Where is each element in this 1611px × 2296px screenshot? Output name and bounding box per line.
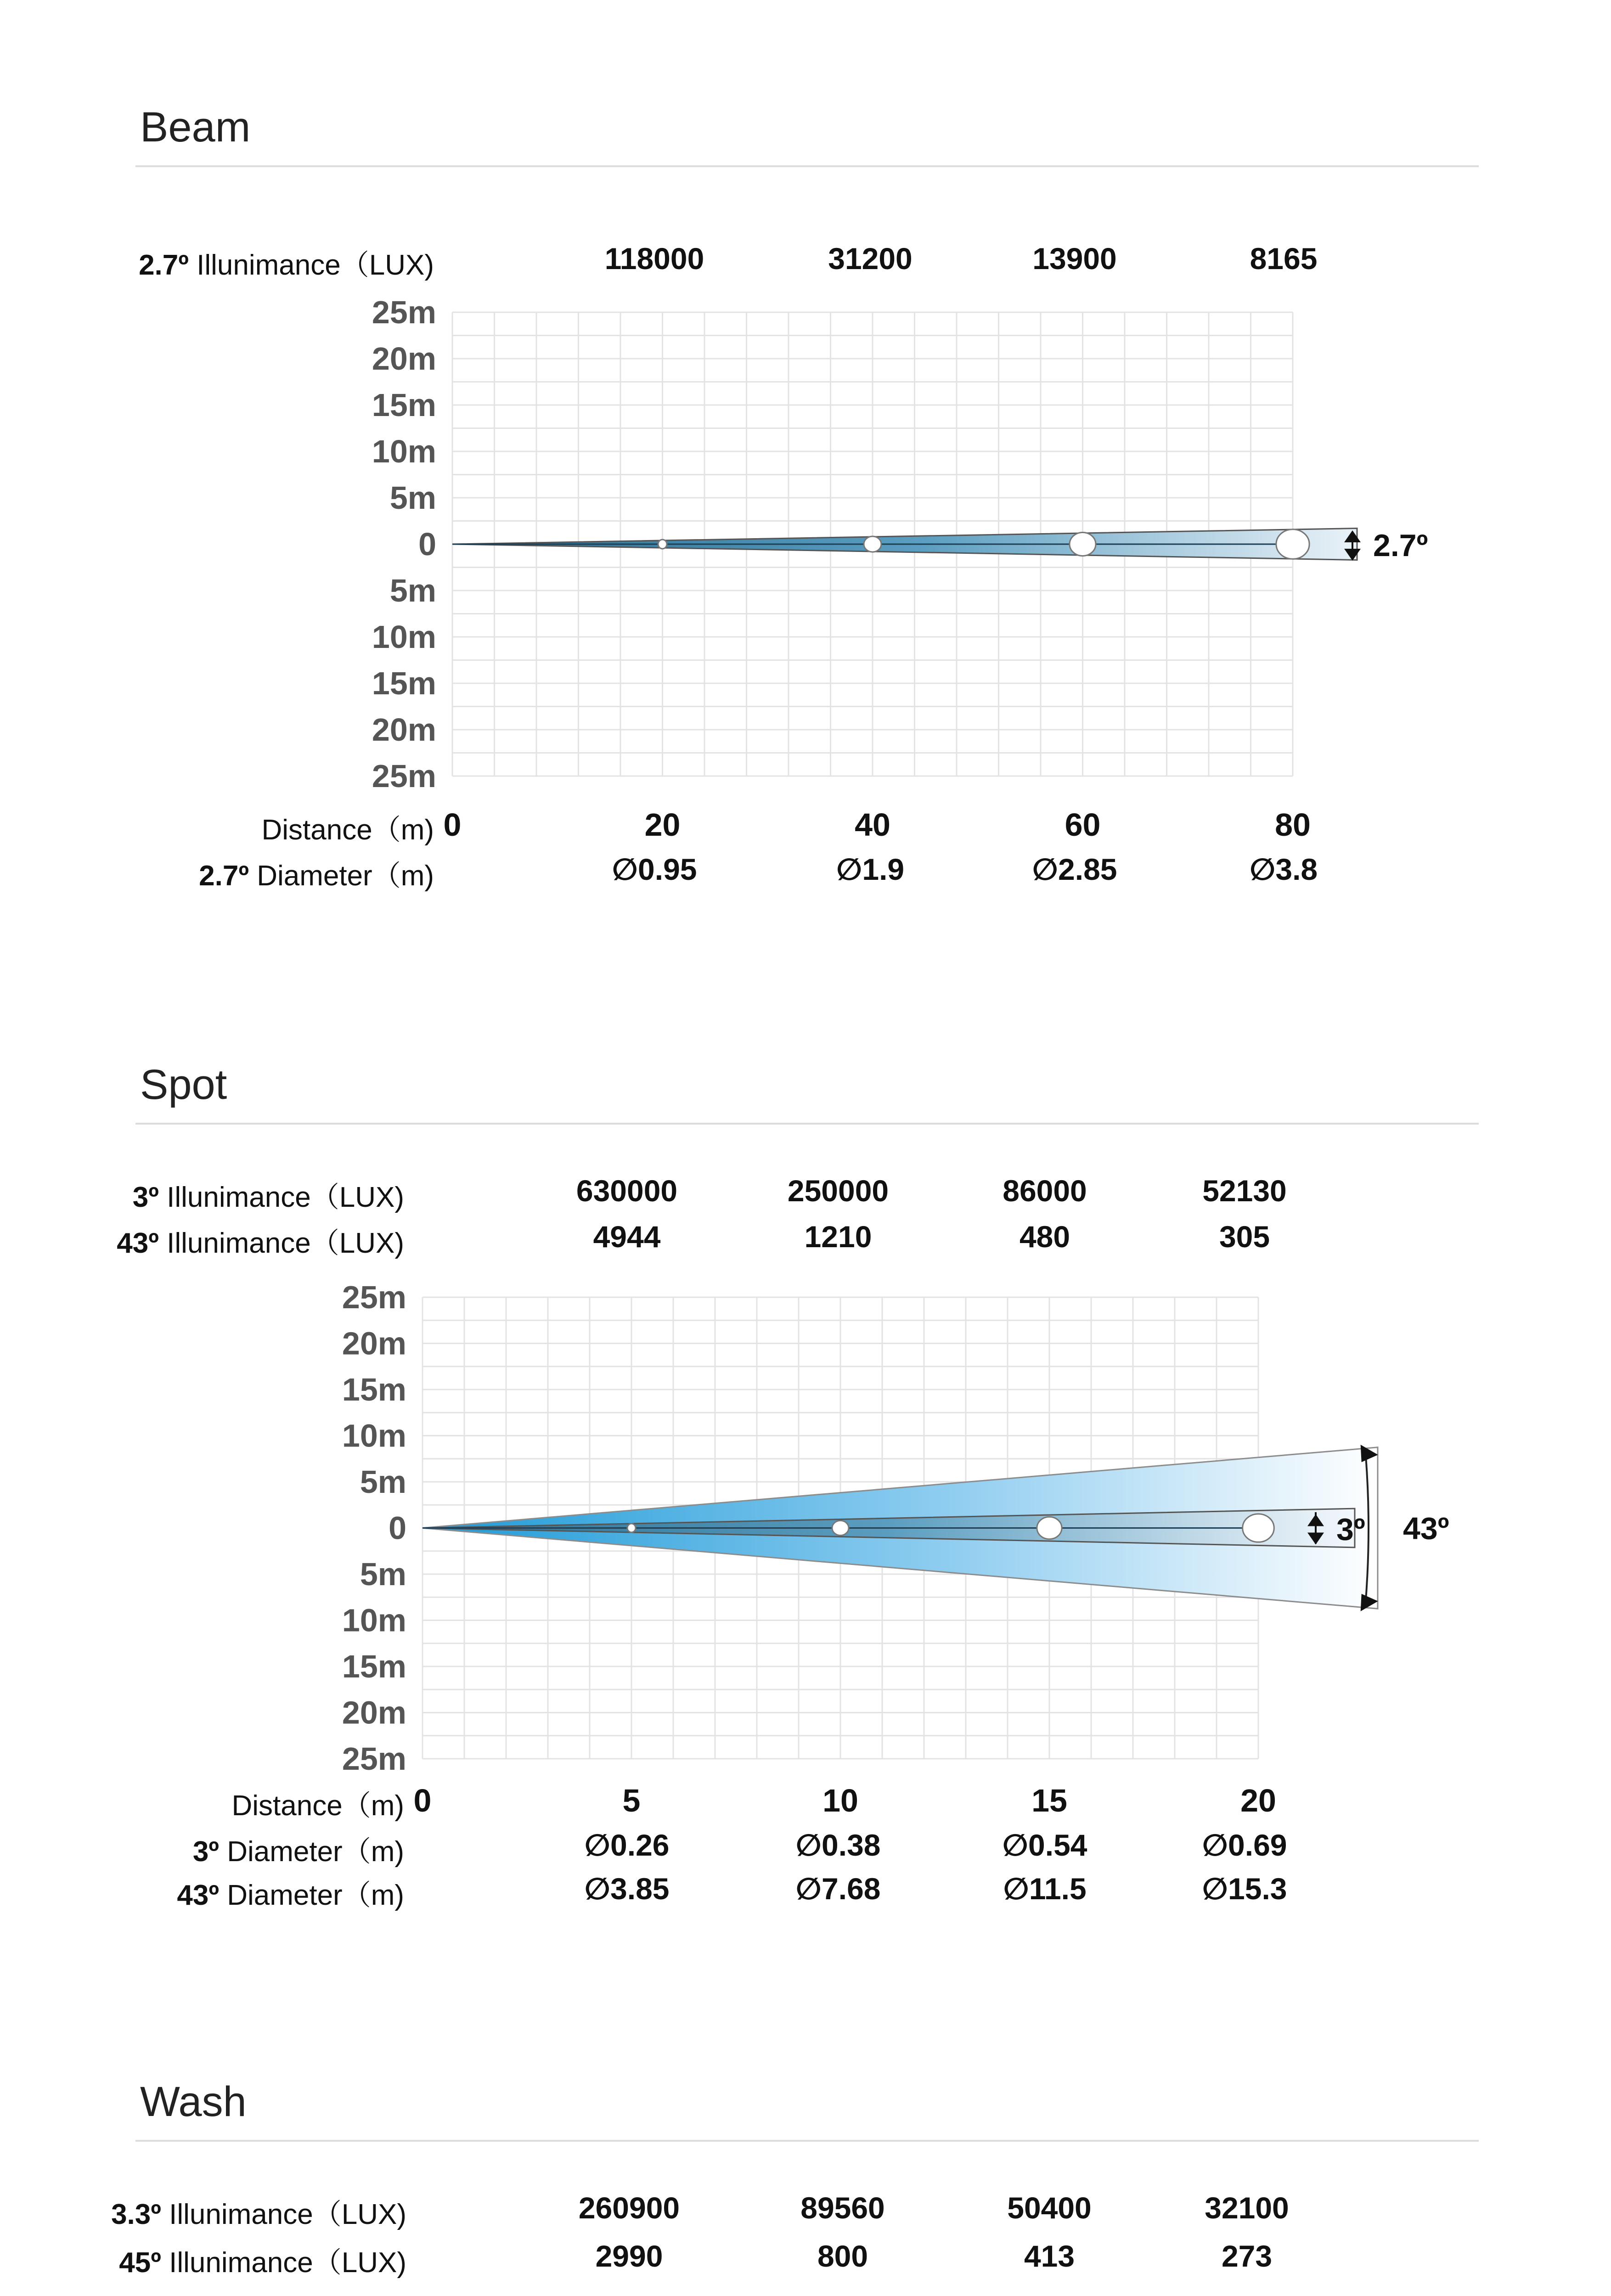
illuminance-value: 1210 [804, 1220, 872, 1254]
row-caption: Diameter（m) [219, 1836, 404, 1868]
diameter-value: ∅0.69 [1202, 1828, 1287, 1862]
y-tick-label: 15m [342, 1649, 406, 1684]
y-tick-label: 5m [360, 1464, 406, 1500]
illuminance-value: 305 [1219, 1220, 1270, 1254]
illuminance-row-label [133, 1174, 404, 1215]
y-tick-label: 20m [342, 1325, 406, 1362]
y-tick-label: 15m [342, 1372, 406, 1407]
illuminance-value: 32100 [1205, 2191, 1289, 2225]
diameter-row-label [177, 1872, 404, 1913]
illuminance-value: 800 [817, 2239, 868, 2273]
y-tick-label: 25m [342, 1279, 406, 1315]
diameter-value: ∅0.54 [1002, 1828, 1087, 1862]
y-tick-label: 25m [372, 758, 436, 794]
illuminance-value: 260900 [578, 2191, 680, 2225]
angle-label: 3.3º [111, 2199, 161, 2230]
diameter-value: ∅0.95 [612, 852, 697, 886]
row-caption: Illunimance（LUX) [158, 1182, 404, 1213]
y-tick-label: 10m [372, 433, 436, 469]
illuminance-value: 52130 [1202, 1174, 1287, 1208]
diameter-value: ∅3.85 [584, 1872, 670, 1906]
angle-label: 43º [177, 1880, 219, 1911]
section-divider [135, 1123, 1479, 1125]
spot-circle [1070, 533, 1096, 556]
diameter-value: ∅0.38 [795, 1828, 881, 1862]
illuminance-value: 480 [1019, 1220, 1070, 1254]
x-tick-label: 20 [1240, 1783, 1276, 1818]
y-tick-label: 10m [342, 1418, 406, 1454]
y-tick-label: 5m [389, 480, 436, 516]
row-caption: Diameter（m) [248, 860, 434, 892]
x-tick-label: 5 [622, 1783, 641, 1818]
y-tick-label: 20m [342, 1694, 406, 1731]
angle-label: 2.7º [139, 249, 189, 281]
row-caption: Illunimance（LUX) [161, 2199, 406, 2230]
angle-label: 2.7º [199, 860, 249, 892]
spot-circle [864, 536, 881, 552]
row-caption: Illunimance（LUX) [188, 249, 434, 281]
x-tick-label: 40 [855, 807, 890, 843]
diameter-value: ∅11.5 [1003, 1872, 1087, 1906]
spot-circle [1037, 1517, 1062, 1539]
spot-circle [1276, 529, 1309, 559]
beam-chart [0, 2271, 1611, 2296]
wide-angle-label: 43º [1403, 1511, 1449, 1546]
narrow-angle-label: 2.7º [1373, 528, 1428, 563]
beam-chart [0, 266, 1611, 861]
illuminance-value: 13900 [1032, 242, 1117, 276]
diameter-value: ∅3.8 [1249, 852, 1318, 886]
y-tick-label: 15m [372, 665, 436, 701]
angle-label: 3º [132, 1182, 159, 1213]
spot-circle [832, 1520, 849, 1535]
y-tick-label: 10m [372, 619, 436, 655]
y-tick-label: 25m [372, 294, 436, 330]
diameter-value: ∅7.68 [795, 1872, 881, 1906]
section-title: Wash [140, 2078, 247, 2125]
illuminance-value: 273 [1221, 2239, 1273, 2273]
spot-circle [1243, 1514, 1274, 1542]
y-tick-label: 0 [389, 1510, 406, 1546]
diameter-value: ∅2.85 [1032, 852, 1117, 886]
illuminance-value: 4944 [593, 1220, 661, 1254]
illuminance-value: 31200 [828, 242, 913, 276]
y-tick-label: 15m [372, 387, 436, 423]
illuminance-value: 413 [1024, 2239, 1075, 2273]
narrow-angle-label: 3º [1336, 1512, 1365, 1547]
y-tick-label: 25m [342, 1741, 406, 1777]
y-tick-label: 5m [389, 573, 436, 608]
x-tick-label: 0 [443, 807, 462, 843]
y-tick-label: 5m [360, 1556, 406, 1592]
illuminance-value: 89560 [800, 2191, 885, 2225]
diameter-value: ∅1.9 [836, 852, 905, 886]
y-tick-label: 0 [418, 526, 436, 562]
illuminance-row-label [111, 2191, 406, 2232]
x-tick-label: 0 [413, 1783, 432, 1818]
distance-label: Distance（m) [231, 1790, 404, 1822]
illuminance-value: 2990 [595, 2239, 663, 2273]
section-title: Spot [140, 1061, 227, 1108]
illuminance-value: 250000 [787, 1174, 889, 1208]
x-tick-label: 15 [1031, 1783, 1067, 1818]
y-tick-label: 20m [372, 341, 436, 377]
x-tick-label: 20 [644, 807, 681, 843]
section-title: Beam [140, 104, 251, 151]
illuminance-value: 118000 [604, 242, 704, 276]
beam-chart [0, 1251, 1611, 1837]
y-tick-label: 20m [372, 712, 436, 748]
row-caption: Illunimance（LUX) [158, 1227, 404, 1259]
illuminance-value: 50400 [1007, 2191, 1092, 2225]
angle-label: 43º [117, 1227, 159, 1259]
angle-label: 45º [119, 2247, 161, 2279]
diameter-value: ∅15.3 [1202, 1872, 1287, 1906]
section-divider [135, 2140, 1479, 2142]
illuminance-value: 630000 [576, 1174, 678, 1208]
distance-label: Distance（m) [261, 814, 434, 846]
section-divider [135, 165, 1479, 167]
y-tick-label: 10m [342, 1602, 406, 1638]
row-caption: Illunimance（LUX) [161, 2247, 406, 2279]
x-tick-label: 80 [1275, 807, 1311, 843]
illuminance-value: 8165 [1250, 242, 1318, 276]
illuminance-value: 86000 [1003, 1174, 1087, 1208]
diameter-value: ∅0.26 [584, 1828, 670, 1862]
spot-circle [627, 1524, 636, 1532]
x-tick-label: 60 [1065, 807, 1101, 843]
row-caption: Diameter（m) [219, 1880, 404, 1911]
x-tick-label: 10 [822, 1783, 858, 1818]
spot-circle [658, 540, 667, 549]
angle-label: 3º [192, 1836, 219, 1868]
